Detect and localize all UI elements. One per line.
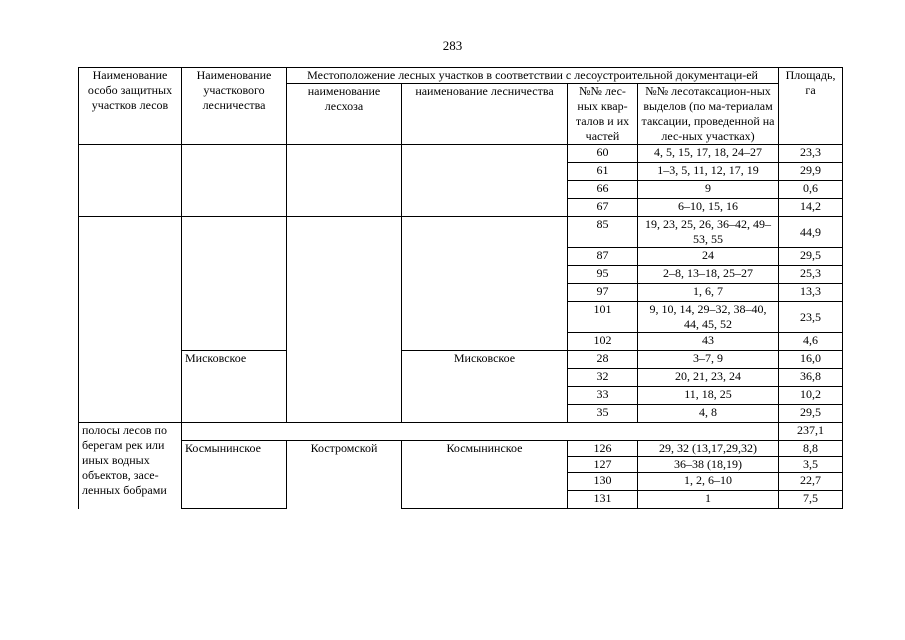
area-cell: 29,5	[779, 248, 843, 266]
quarter-cell: 130	[568, 473, 638, 491]
area-cell: 44,9	[779, 217, 843, 248]
leskhoz-cell: Костромской	[287, 441, 402, 509]
header-area: Площадь, га	[779, 68, 843, 145]
allotment-cell: 20, 21, 23, 24	[638, 369, 779, 387]
district-cell: Космынинское	[182, 441, 287, 509]
quarter-cell: 61	[568, 163, 638, 181]
lesnichestvo-cell: Мисковское	[402, 351, 568, 423]
quarter-cell: 126	[568, 441, 638, 457]
area-cell: 29,9	[779, 163, 843, 181]
area-cell: 3,5	[779, 457, 843, 473]
quarter-cell: 33	[568, 387, 638, 405]
header-location-group: Местоположение лесных участков в соответствии с лесоустроительной документаци-ей	[287, 68, 779, 84]
allotment-cell: 1, 6, 7	[638, 284, 779, 302]
district-cell: Мисковское	[182, 351, 287, 423]
quarter-cell: 95	[568, 266, 638, 284]
header-lesnichestvo: наименование лесничества	[402, 84, 568, 145]
quarter-cell: 67	[568, 199, 638, 217]
allotment-cell: 3–7, 9	[638, 351, 779, 369]
allotment-cell: 24	[638, 248, 779, 266]
district-cell	[182, 217, 287, 351]
allotment-cell: 6–10, 15, 16	[638, 199, 779, 217]
allotment-cell: 29, 32 (13,17,29,32)	[638, 441, 779, 457]
quarter-cell: 97	[568, 284, 638, 302]
allotment-cell: 11, 18, 25	[638, 387, 779, 405]
category-cell	[79, 217, 182, 423]
lesnichestvo-cell	[402, 217, 568, 351]
category-cell: полосы лесов по берегам рек или иных водных объектов, засе-ленных бобрами	[79, 423, 182, 509]
allotment-cell: 1	[638, 491, 779, 509]
header-allotments: №№ лесотаксацион-ных выделов (по ма-териалам таксации, проведенной на лес-ных участках)	[638, 84, 779, 145]
quarter-cell: 131	[568, 491, 638, 509]
allotment-cell: 4, 8	[638, 405, 779, 423]
quarter-cell: 66	[568, 181, 638, 199]
quarter-cell: 60	[568, 145, 638, 163]
header-quarters: №№ лес-ных квар-талов и их частей	[568, 84, 638, 145]
quarter-cell: 87	[568, 248, 638, 266]
allotment-cell: 36–38 (18,19)	[638, 457, 779, 473]
allotment-cell: 1, 2, 6–10	[638, 473, 779, 491]
leskhoz-cell	[287, 145, 402, 217]
area-cell: 13,3	[779, 284, 843, 302]
allotment-cell: 9	[638, 181, 779, 199]
total-area-cell: 237,1	[779, 423, 843, 441]
table-row	[79, 145, 843, 163]
protected-forest-table	[78, 67, 843, 509]
area-cell: 23,3	[779, 145, 843, 163]
quarter-cell: 32	[568, 369, 638, 387]
category-cell	[79, 145, 182, 217]
total-spacer	[182, 423, 779, 441]
area-cell: 16,0	[779, 351, 843, 369]
area-cell: 25,3	[779, 266, 843, 284]
quarter-cell: 101	[568, 302, 638, 333]
allotment-cell: 19, 23, 25, 26, 36–42, 49–53, 55	[638, 217, 779, 248]
quarter-cell: 28	[568, 351, 638, 369]
quarter-cell: 102	[568, 333, 638, 351]
header-district-forestry: Наименование участкового лесничества	[182, 68, 287, 145]
allotment-cell: 43	[638, 333, 779, 351]
table-row	[79, 217, 843, 248]
lesnichestvo-cell: Космынинское	[402, 441, 568, 509]
area-cell: 0,6	[779, 181, 843, 199]
allotment-cell: 9, 10, 14, 29–32, 38–40, 44, 45, 52	[638, 302, 779, 333]
allotment-cell: 2–8, 13–18, 25–27	[638, 266, 779, 284]
area-cell: 10,2	[779, 387, 843, 405]
area-cell: 22,7	[779, 473, 843, 491]
total-row	[79, 423, 843, 441]
area-cell: 8,8	[779, 441, 843, 457]
area-cell: 36,8	[779, 369, 843, 387]
header-leskhoz: наименование лесхоза	[287, 84, 402, 145]
quarter-cell: 85	[568, 217, 638, 248]
leskhoz-cell	[287, 217, 402, 423]
header-category: Наименование особо защитных участков лесов	[79, 68, 182, 145]
table-row	[79, 441, 843, 457]
quarter-cell: 35	[568, 405, 638, 423]
district-cell	[182, 145, 287, 217]
area-cell: 7,5	[779, 491, 843, 509]
quarter-cell: 127	[568, 457, 638, 473]
area-cell: 4,6	[779, 333, 843, 351]
lesnichestvo-cell	[402, 145, 568, 217]
area-cell: 14,2	[779, 199, 843, 217]
allotment-cell: 4, 5, 15, 17, 18, 24–27	[638, 145, 779, 163]
area-cell: 23,5	[779, 302, 843, 333]
allotment-cell: 1–3, 5, 11, 12, 17, 19	[638, 163, 779, 181]
page-number: 283	[442, 38, 463, 53]
table-row	[79, 351, 843, 369]
area-cell: 29,5	[779, 405, 843, 423]
